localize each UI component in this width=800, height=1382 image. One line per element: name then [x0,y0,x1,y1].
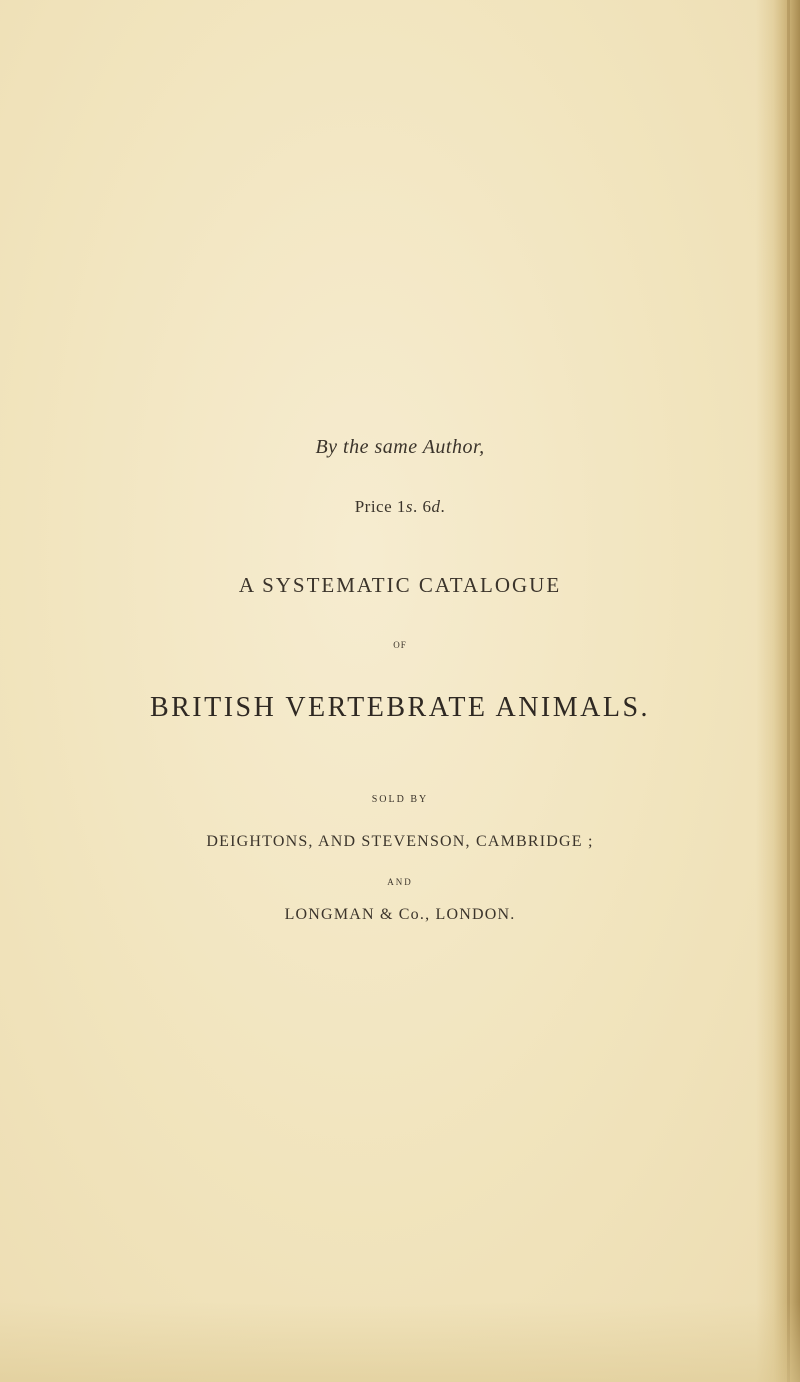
page-edge-shadow [756,0,800,1382]
price-end: . [440,497,446,516]
sold-by-label: SOLD BY [371,794,429,805]
byline-author: Author [422,436,480,458]
price-shillings-unit: s [405,497,414,516]
connector-of: OF [393,640,407,650]
byline [0,436,800,459]
price-separator: . [413,497,423,516]
byline-prefix: By the same [315,436,423,458]
seller-cambridge: DEIGHTONS, AND STEVENSON, CAMBRIDGE ; [206,833,594,850]
price-pence-unit: d [431,497,441,516]
price-pence: 6 [422,497,432,516]
page-edge-line [787,0,790,1382]
catalogue-heading: A SYSTEMATIC CATALOGUE [238,573,562,597]
book-title: BRITISH VERTEBRATE ANIMALS. [149,692,651,723]
page-bottom-shade [0,1302,800,1382]
byline-suffix: , [479,436,485,458]
price-shillings: 1 [396,497,406,516]
seller-london: LONGMAN & Co., LONDON. [284,906,516,923]
conjunction-and: AND [387,877,413,887]
price-line [0,497,800,517]
price-label: Price [354,497,397,516]
